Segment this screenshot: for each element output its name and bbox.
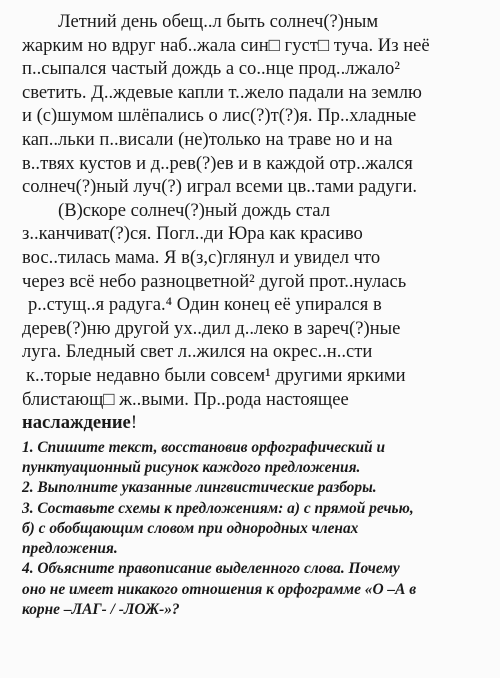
task-line: 2. Выполните указанные лингвистические разборы. (22, 479, 377, 497)
paragraph-line: солнеч(?)ный луч(?) играл всеми цв..тами радуги. (22, 176, 418, 198)
task-line: 4. Объясните правописание выделенного слова. Почему (22, 560, 400, 578)
paragraph-line: блистающ□ ж..выми. Пр..рода настоящее (22, 388, 349, 410)
paragraph-line: дерев(?)ню другой ух..дил д..леко в зареч(?)ные (22, 317, 401, 339)
paragraph-line: вос..тилась мама. Я в(з,с)глянул и увидел что (22, 246, 381, 268)
highlighted-word: наслаждение (22, 412, 131, 434)
task-list (22, 438, 492, 621)
paragraph-line: р..стущ..я радуга.⁴ Один конец её упирался в (28, 294, 382, 316)
paragraph-line: в..твях кустов и д..рев(?)ев и в каждой отр..жался (22, 152, 413, 174)
paragraph-line: через всё небо разноцветной² дугой прот..нулась (22, 270, 407, 292)
task-line: предложения. (22, 540, 118, 558)
paragraph-line: кап..льки п..висали (не)только на траве но и на (22, 128, 393, 150)
paragraph-line: и (с)шумом шлёпались о лис(?)т(?)я. Пр..хладные (22, 105, 417, 127)
task-line: б) с обобщающим словом при однородных членах (22, 519, 359, 537)
paragraph-line: Летний день обещ..л быть солнеч(?)ным (58, 11, 379, 32)
paragraph-line: (В)скоре солнеч(?)ный дождь стал (58, 199, 331, 221)
paragraph-line: к..торые недавно были совсем¹ другими яркими (26, 364, 406, 386)
paragraph-line: луга. Бледный свет л..жился на окрес..н..сти (22, 341, 373, 363)
paragraph-line: п..сыпался частый дождь а со..нце прод..лжало² (22, 58, 400, 80)
paragraph-line: светить. Д..ждевые капли т..жело падали на землю (22, 81, 422, 103)
task-line: 1. Спишите текст, восстановив орфографический и (22, 438, 386, 456)
task-line: пунктуационный рисунок каждого предложения. (22, 458, 361, 476)
paragraph-last-line (22, 411, 492, 435)
paragraph-line: з..канчиват(?)ся. Погл..ди Юра как красиво (22, 223, 363, 245)
paragraph-line: жарким но вдруг наб..жала син□ густ□ туча. Из неё (22, 34, 430, 56)
task-line: корне –ЛАГ- / -ЛОЖ-»? (22, 601, 180, 619)
task-line: оно не имеет никакого отношения к орфограмме «О –А в (22, 580, 417, 598)
exclamation-mark: ! (130, 412, 138, 434)
task-line: 3. Составьте схемы к предложениям: а) с прямой речью, (22, 499, 414, 517)
exercise-text (22, 10, 492, 620)
